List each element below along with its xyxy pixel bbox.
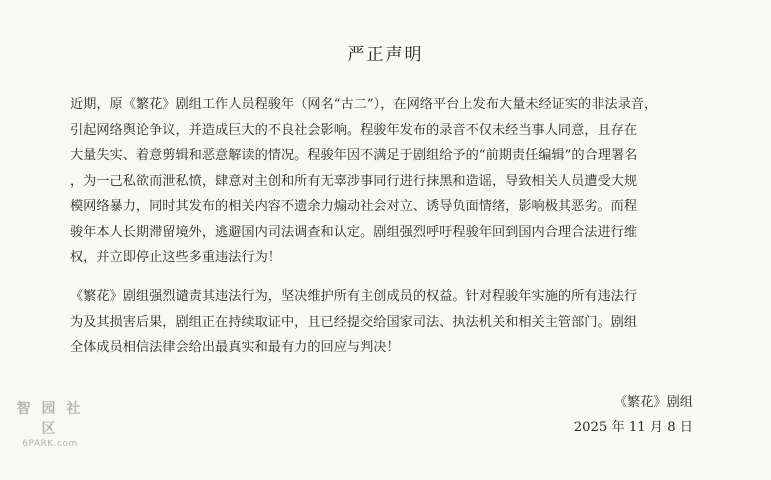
signature-organization: 《繁花》剧组 [613,395,693,410]
paragraph-1-line: 权，并立即停止这些多重违法行为！ [70,250,281,265]
watermark-en: 6PARK.com [22,439,78,449]
paragraph-2-line: 全体成员相信法律会给出最真实和最有力的回应与判决！ [70,340,400,355]
watermark [10,398,90,449]
paragraph-1-line: 骏年本人长期滞留境外，逃避国内司法调查和认定。剧组强烈呼吁程骏年回到国内合理合法进行维 [70,224,638,240]
paragraph-1-line: ，为一己私欲而泄私愤，肆意对主创和所有无辜涉事同行进行抹黑和造谣，导致相关人员遭受大规 [70,173,638,189]
signature-date: 2025 年 11 月 8 日 [573,420,693,435]
paragraph-1 [70,92,700,271]
paragraph-1-line: 近期，原《繁花》剧组工作人员程骏年（网名“古二”），在网络平台上发布大量未经证实的非法录音， [70,97,658,112]
watermark-cn: 智 园 社 区 [16,401,84,437]
document-title: 严正声明 [347,45,424,65]
paragraph-1-line: 模网络暴力，同时其发布的相关内容不遗余力煽动社会对立、诱导负面情绪，影响极其恶劣。而程 [70,199,638,214]
paragraph-2-line: 《繁花》剧组强烈谴责其违法行为，坚决维护所有主创成员的权益。针对程骏年实施的所有违法行 [70,289,638,304]
paragraph-2-line: 为及其损害后果，剧组正在持续取证中，且已经提交给国家司法、执法机关和相关主管部门。剧组 [70,314,638,330]
paragraph-1-line: 引起网络舆论争议，并造成巨大的不良社会影响。程骏年发布的录音不仅未经当事人同意，且存在 [70,122,638,138]
paragraph-1-line: 大量失实、着意剪辑和恶意解读的情况。程骏年因不满足于剧组给予的“前期责任编辑”的合理署名 [70,148,638,163]
paragraph-2 [70,284,700,361]
